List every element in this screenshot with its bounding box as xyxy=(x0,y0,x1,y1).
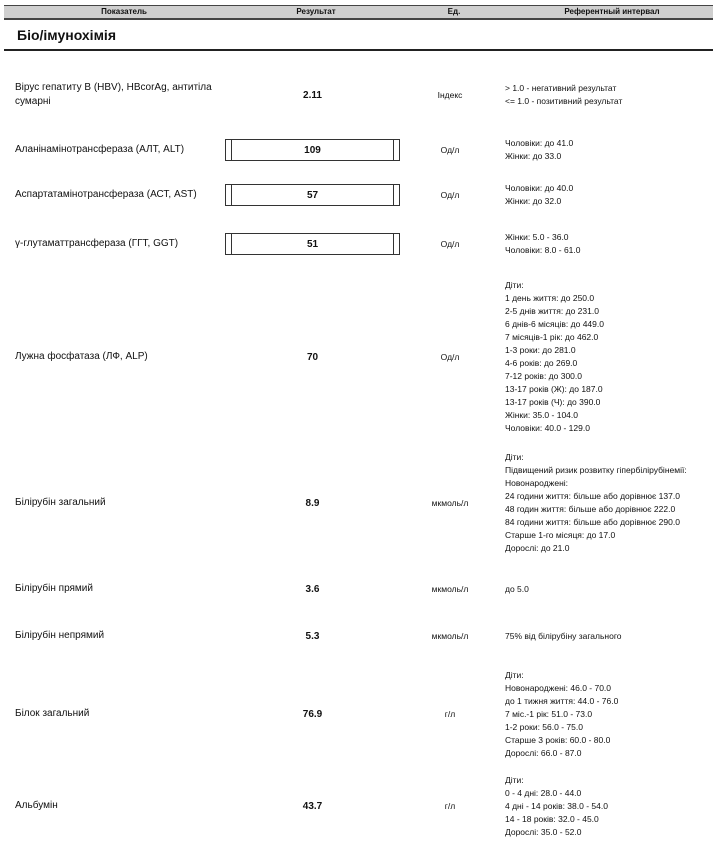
reference-line: 13-17 років (Ч): до 390.0 xyxy=(505,397,601,407)
reference-line: Чоловіки: 8.0 - 61.0 xyxy=(505,245,581,255)
reference-interval xyxy=(505,451,687,555)
header-unit: Ед. xyxy=(447,7,461,16)
table-row xyxy=(0,616,713,656)
result-value: 76.9 xyxy=(302,708,323,720)
reference-line: Діти: xyxy=(505,280,524,290)
result-value: 5.3 xyxy=(305,630,320,642)
table-row xyxy=(0,664,713,764)
reference-interval xyxy=(505,630,621,643)
reference-line: Чоловіки: до 40.0 xyxy=(505,183,574,193)
table-header xyxy=(4,5,713,20)
flagged-result: 109 xyxy=(225,139,400,161)
reference-line: 1 день життя: до 250.0 xyxy=(505,293,595,303)
reference-line: 1-3 роки: до 281.0 xyxy=(505,345,576,355)
result-value: 3.6 xyxy=(305,583,320,595)
reference-line: Жінки: 5.0 - 36.0 xyxy=(505,232,569,242)
reference-interval xyxy=(505,82,622,108)
result-value: 43.7 xyxy=(302,800,323,812)
reference-line: Новонароджені: 46.0 - 70.0 xyxy=(505,682,612,693)
reference-line: Діти: xyxy=(505,669,524,680)
unit: Од/л xyxy=(440,352,460,362)
reference-line: 4 дні - 14 років: 38.0 - 54.0 xyxy=(505,800,608,811)
reference-line: Чоловіки: 40.0 - 129.0 xyxy=(505,423,590,433)
unit: мкмоль/л xyxy=(431,584,469,594)
header-result: Результат xyxy=(296,7,336,16)
result-value: 8.9 xyxy=(305,497,320,509)
table-row xyxy=(0,771,713,841)
reference-line: 6 днів-6 місяців: до 449.0 xyxy=(505,319,604,329)
reference-line: Діти: xyxy=(505,452,524,462)
reference-line: 24 години життя: більше або дорівнює 137.0 xyxy=(505,491,680,501)
unit: Індекс xyxy=(437,90,463,100)
reference-interval xyxy=(505,669,618,760)
reference-line: Жінки: до 32.0 xyxy=(505,196,562,206)
test-name: Білірубін прямий xyxy=(15,583,93,594)
flagged-result: 51 xyxy=(225,233,400,255)
result-value: 2.11 xyxy=(303,89,322,101)
reference-line: Новонароджені: xyxy=(505,478,569,488)
section-divider xyxy=(4,49,713,51)
unit: мкмоль/л xyxy=(431,631,469,641)
reference-interval xyxy=(505,137,573,163)
reference-line: > 1.0 - негативний результат xyxy=(505,83,617,93)
reference-line: до 1 тижня життя: 44.0 - 76.0 xyxy=(505,695,619,706)
reference-line: 1-2 роки: 56.0 - 75.0 xyxy=(505,721,583,732)
reference-line: 14 - 18 років: 32.0 - 45.0 xyxy=(505,813,599,824)
test-name: Аспартатамінотрансфераза (АСТ, AST) xyxy=(15,189,197,200)
test-name: Білірубін непрямий xyxy=(15,630,105,641)
unit: г/л xyxy=(444,709,456,719)
result-value: 70 xyxy=(306,351,319,363)
table-row xyxy=(0,75,713,115)
flagged-result: 57 xyxy=(225,184,400,206)
reference-line: 4-6 років: до 269.0 xyxy=(505,358,578,368)
unit: Од/л xyxy=(440,190,460,200)
reference-line: Дорослі: 35.0 - 52.0 xyxy=(505,826,582,837)
header-ref: Референтный интервал xyxy=(564,7,660,16)
test-name: Лужна фосфатаза (ЛФ, ALP) xyxy=(15,351,148,362)
reference-line: 7 міс.-1 рік: 51.0 - 73.0 xyxy=(505,708,593,719)
reference-line: Дорослі: до 21.0 xyxy=(505,543,570,553)
test-name: Альбумін xyxy=(15,800,58,811)
reference-line: Старше 1-го місяця: до 17.0 xyxy=(505,530,616,540)
reference-line: <= 1.0 - позитивний результат xyxy=(505,96,623,106)
reference-line: 0 - 4 дні: 28.0 - 44.0 xyxy=(505,787,582,798)
reference-interval xyxy=(505,583,529,596)
unit: г/л xyxy=(444,801,456,811)
reference-line: 75% від білірубіну загального xyxy=(505,630,622,641)
reference-line: 2-5 днів життя: до 231.0 xyxy=(505,306,599,316)
test-name: Вірус гепатиту В (HBV), HBcorAg, антитіла сумарні xyxy=(15,82,212,107)
test-name: Білірубін загальний xyxy=(15,497,106,508)
reference-interval xyxy=(505,774,608,839)
reference-line: 13-17 років (Ж): до 187.0 xyxy=(505,384,603,394)
reference-interval xyxy=(505,182,573,208)
section-title: Біо/імунохімія xyxy=(17,27,116,43)
test-name: Білок загальний xyxy=(15,708,90,719)
test-name: γ-глутаматтрансфераза (ГГТ, GGT) xyxy=(15,238,179,249)
table-row xyxy=(0,130,713,170)
unit: Од/л xyxy=(440,145,460,155)
reference-line: Старше 3 років: 60.0 - 80.0 xyxy=(505,734,611,745)
reference-line: 84 години життя: більше або дорівнює 290.0 xyxy=(505,517,680,527)
reference-line: Дорослі: 66.0 - 87.0 xyxy=(505,747,582,758)
reference-line: 7 місяців-1 рік: до 462.0 xyxy=(505,332,599,342)
table-row xyxy=(0,448,713,558)
reference-interval xyxy=(505,231,581,257)
unit: мкмоль/л xyxy=(431,498,469,508)
table-row xyxy=(0,175,713,215)
reference-line: Підвищений ризик розвитку гіпербілірубінемії: xyxy=(505,465,687,475)
reference-line: 48 годин життя: більше або дорівнює 222.0 xyxy=(505,504,676,514)
reference-line: 7-12 років: до 300.0 xyxy=(505,371,582,381)
reference-interval xyxy=(505,279,604,435)
reference-line: Діти: xyxy=(505,774,524,785)
test-name: Аланінамінотрансфераза (АЛТ, ALT) xyxy=(15,144,185,155)
reference-line: Жінки: 35.0 - 104.0 xyxy=(505,410,578,420)
reference-line: Жінки: до 33.0 xyxy=(505,151,562,161)
table-row xyxy=(0,277,713,437)
table-row xyxy=(0,224,713,264)
header-name: Показатель xyxy=(101,7,147,16)
table-row xyxy=(0,569,713,609)
reference-line: Чоловіки: до 41.0 xyxy=(505,138,574,148)
reference-line: до 5.0 xyxy=(505,583,529,594)
unit: Од/л xyxy=(440,239,460,249)
